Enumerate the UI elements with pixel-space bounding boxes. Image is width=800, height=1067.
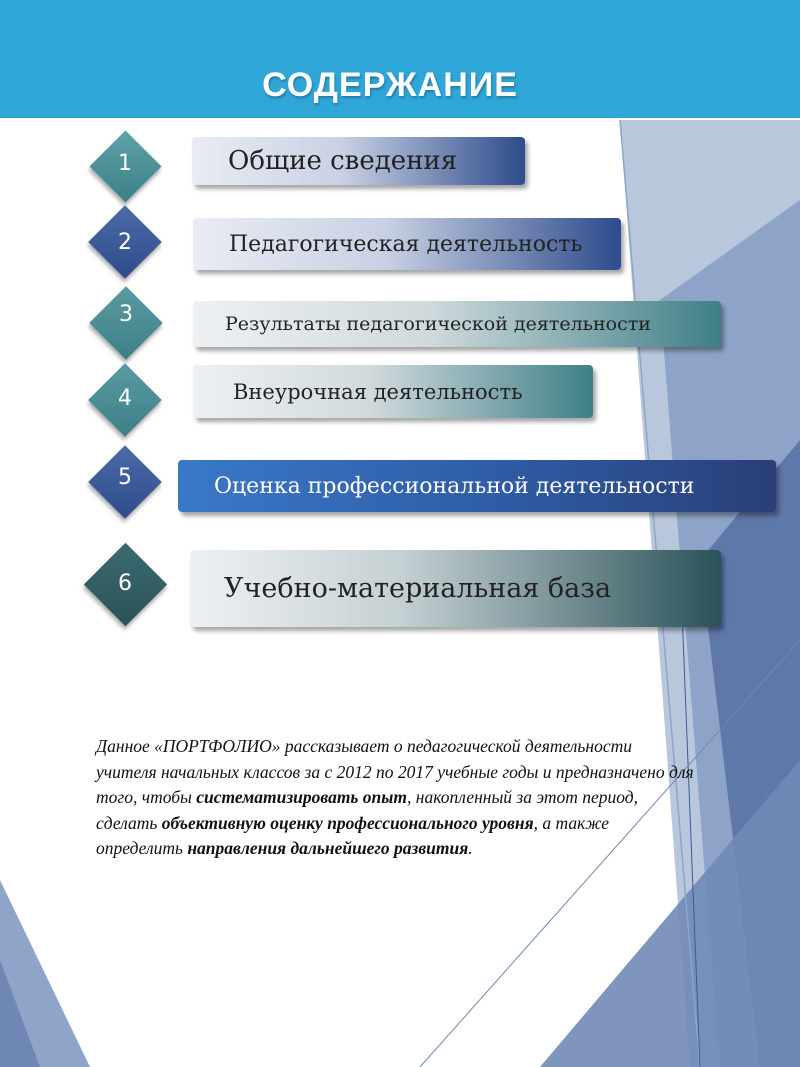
page-title: СОДЕРЖАНИЕ <box>262 66 518 104</box>
item-number: 1 <box>118 151 132 176</box>
item-number: 6 <box>118 571 132 596</box>
item-number: 4 <box>118 386 132 411</box>
item-label[interactable]: Результаты педагогической деятельности <box>193 301 721 347</box>
description-text: , а также определить <box>96 812 610 858</box>
item-label[interactable]: Общие сведения <box>192 137 525 185</box>
description-emphasis: объективную оценку профессионального уровня <box>161 812 534 833</box>
description-text: , накопленный за этот период, сделать <box>96 787 639 833</box>
item-label[interactable]: Учебно-материальная база <box>190 550 721 627</box>
description-text: . <box>468 838 473 858</box>
item-number: 3 <box>119 302 133 327</box>
portfolio-description <box>96 734 696 862</box>
description-emphasis: направления дальнейшего развития <box>187 838 469 858</box>
item-label[interactable]: Оценка профессиональной деятельности <box>178 460 776 512</box>
item-number: 2 <box>118 230 132 255</box>
description-text: Данное «ПОРТФОЛИО» рассказывает о педагогической деятельности учителя начальных классов за с 2012 по 2017 учебные годы и предназначено для того, чтобы <box>96 736 694 807</box>
item-label[interactable]: Внеурочная деятельность <box>193 365 593 418</box>
description-emphasis: систематизировать опыт <box>196 787 408 807</box>
item-number: 5 <box>118 465 132 490</box>
item-label[interactable]: Педагогическая деятельность <box>193 218 621 270</box>
